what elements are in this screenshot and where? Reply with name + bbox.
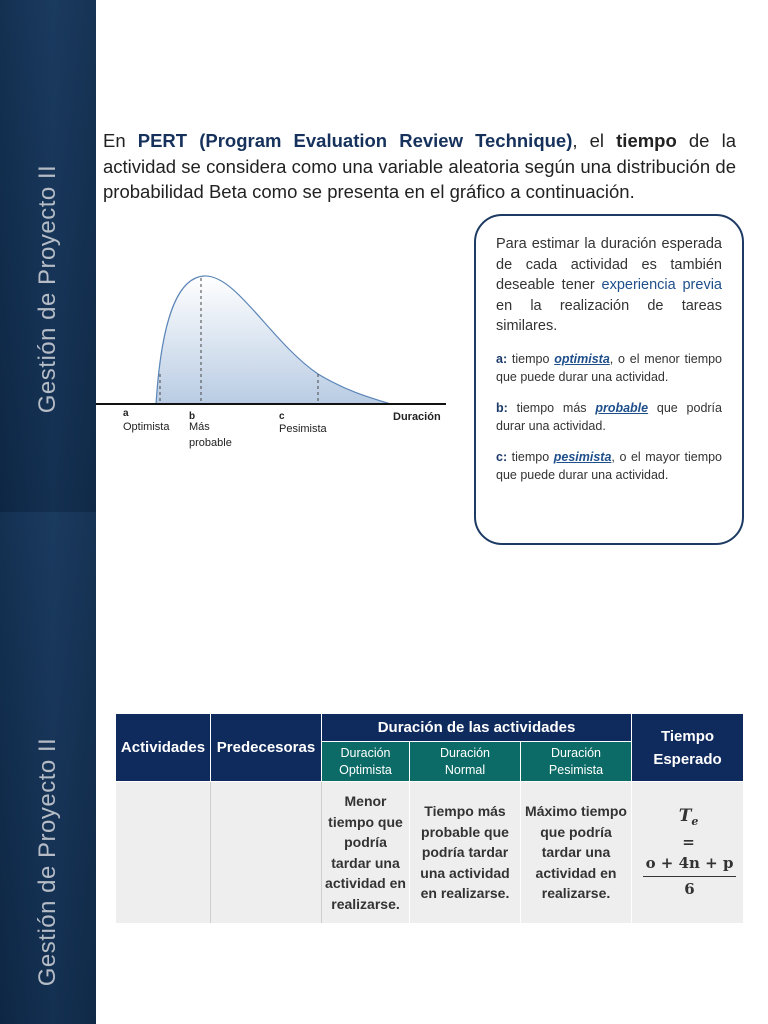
label-a-letter: a (123, 408, 129, 419)
formula-fraction (643, 853, 737, 899)
label-a-name: Optimista (123, 421, 170, 433)
header-predecesoras: Predecesoras (211, 714, 322, 782)
sidebar (0, 0, 96, 1024)
formula-rhs (635, 832, 740, 899)
formula-denominator: 6 (684, 879, 695, 898)
callout-a-post: , o el menor tiempo que puede durar una actividad. (496, 351, 723, 384)
header-duracion-normal: Duración Normal (410, 742, 521, 782)
formula-t: T (678, 805, 692, 826)
beta-distribution-chart (96, 262, 476, 462)
callout-item-b (496, 399, 722, 435)
formula-equals: = (682, 833, 695, 852)
callout-a-pre: tiempo (507, 351, 555, 366)
callout-a-term: optimista (554, 351, 610, 366)
cell-optimista: Menor tiempo que podría tardar una actividad en realizarse. (322, 782, 410, 924)
callout-b-post: que podría durar una actividad. (496, 400, 722, 433)
intro-pert-term: PERT (Program Evaluation Review Technique) (137, 130, 573, 151)
callout-c-post: , o el mayor tiempo que puede durar una actividad. (496, 449, 723, 482)
formula-numerator: o + 4n + p (643, 853, 737, 877)
definition-callout (474, 214, 744, 545)
callout-c-pre: tiempo (507, 449, 554, 464)
sidebar-title-top: Gestión de Proyecto II (34, 164, 61, 414)
sidebar-title-bottom: Gestión de Proyecto II (34, 737, 61, 987)
header-actividades: Actividades (116, 714, 211, 782)
callout-item-a (496, 350, 722, 386)
label-c-name: Pesimista (279, 423, 327, 435)
cell-normal: Tiempo más probable que podría tardar una actividad en realizarse. (410, 782, 521, 924)
label-b-name-2: probable (189, 437, 232, 449)
header-tiempo-esperado: Tiempo Esperado (632, 714, 744, 782)
intro-text-1: En (103, 130, 138, 151)
cell-predecesoras-empty (211, 782, 322, 924)
callout-b-pre: tiempo más (507, 400, 596, 415)
header-duracion-pesimista: Duración Pesimista (521, 742, 632, 782)
formula-lhs (635, 806, 740, 832)
cell-pesimista: Máximo tiempo que podría tardar una actividad en realizarse. (521, 782, 632, 924)
cell-actividades-empty (116, 782, 211, 924)
callout-b-key: b: (496, 400, 508, 415)
label-c-letter: c (279, 411, 285, 422)
callout-lead (496, 234, 722, 337)
distribution-area (156, 276, 391, 404)
callout-c-term: pesimista (553, 449, 612, 464)
formula-subscript: e (691, 814, 699, 828)
callout-c-key: c: (496, 449, 508, 464)
callout-lead-text-2: en la realización de tareas similares. (496, 297, 722, 334)
cell-formula (632, 782, 744, 924)
label-b-letter: b (189, 411, 196, 422)
header-duracion: Duración de las actividades (322, 714, 632, 742)
callout-b-term: probable (595, 400, 649, 415)
pert-table (115, 713, 744, 924)
header-duracion-optimista: Duración Optimista (322, 742, 410, 782)
callout-a-key: a: (496, 351, 508, 366)
intro-paragraph (103, 128, 736, 205)
intro-tiempo-term: tiempo (616, 130, 677, 151)
callout-lead-text-1: Para estimar la duración esperada de cada actividad es también deseable tener (496, 236, 722, 293)
callout-experiencia-term: experiencia previa (601, 277, 722, 293)
label-b-name-1: Más (189, 421, 210, 433)
intro-text-2: , el (572, 130, 617, 151)
axis-label: Duración (393, 411, 441, 423)
callout-item-c (496, 448, 722, 484)
intro-text-3: de la actividad se considera como una variable aleatoria según una distribución de probabilidad Beta como se presenta en el gráfico a continuación. (103, 130, 736, 202)
